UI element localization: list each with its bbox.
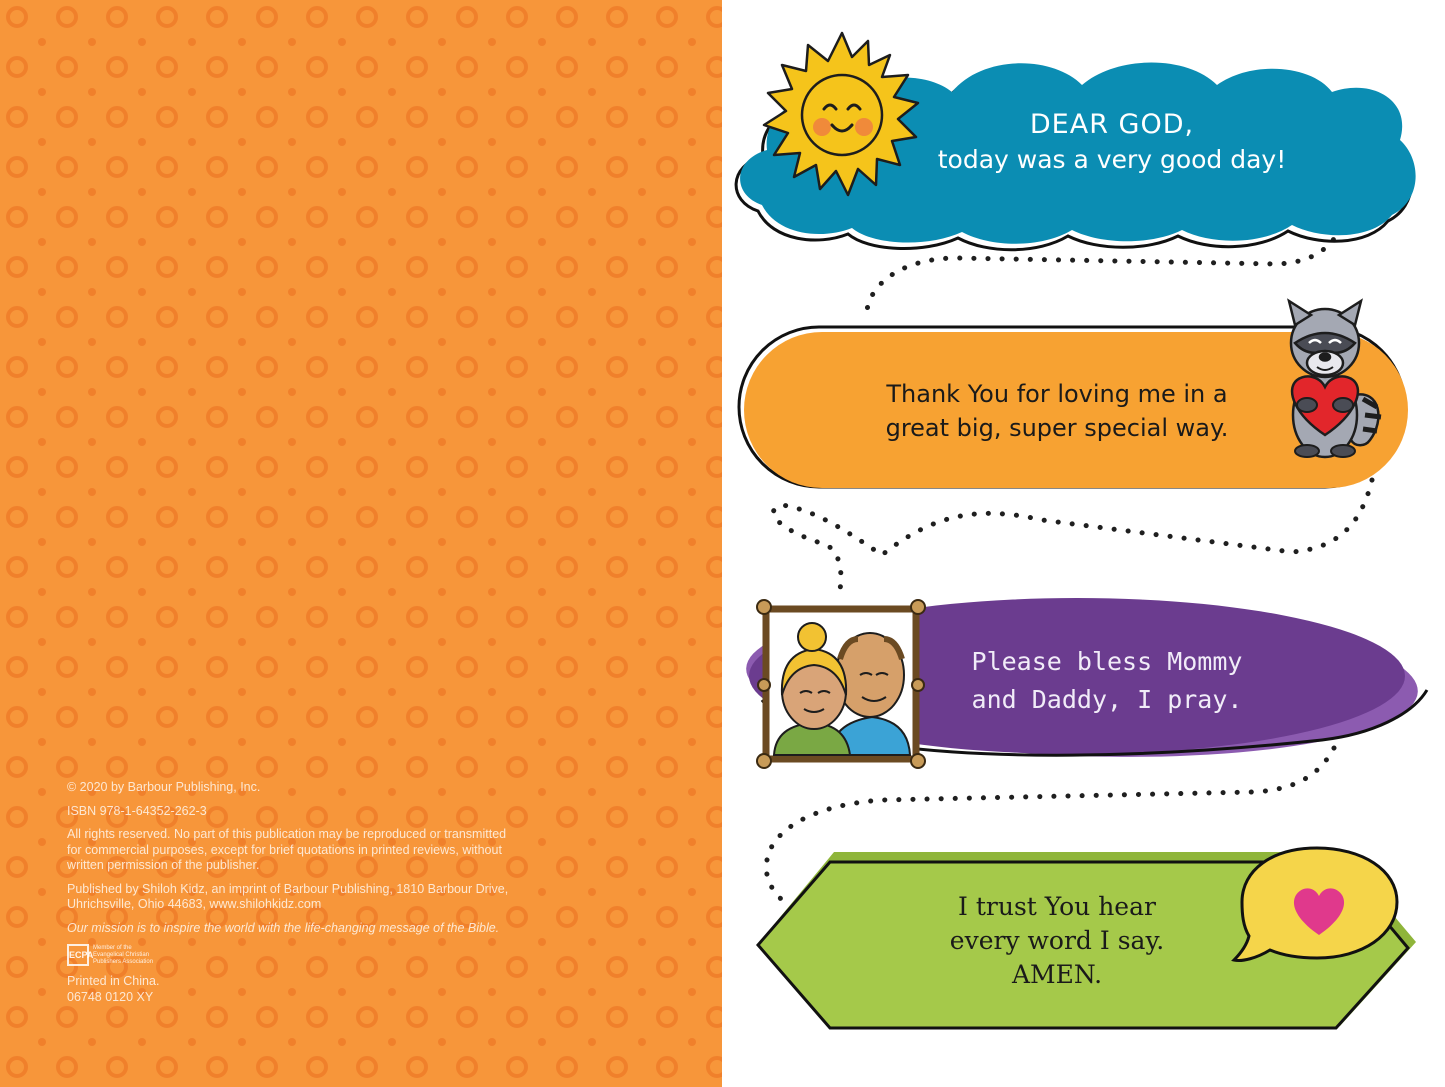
ecpa-badge <box>67 944 517 966</box>
prayer-text-2 <box>862 377 1252 445</box>
prayer-line-bless: Please bless Mommy <box>971 647 1243 676</box>
prayer-line-good-day: today was a very good day! <box>937 145 1287 174</box>
copyright-imprint <box>67 780 517 1013</box>
prayer-line-special-way: great big, super special way. <box>885 414 1229 442</box>
prayer-text-1 <box>917 107 1307 177</box>
product-code: 06748 0120 XY <box>67 989 154 1004</box>
prayer-line-trust: I trust You hear <box>958 892 1156 921</box>
copyright-line: © 2020 by Barbour Publishing, Inc. <box>67 780 261 794</box>
speech-bubble-heart-icon <box>1234 848 1397 961</box>
isbn-line: ISBN 978-1-64352-262-3 <box>67 803 207 818</box>
prayer-text-3 <box>942 643 1272 719</box>
prayer-line-pray: and Daddy, I pray. <box>971 685 1243 714</box>
prayer-text-4 <box>907 890 1207 992</box>
mission-statement: Our mission is to inspire the world with the life-changing message of the Bible. <box>67 920 500 935</box>
rights-statement: All rights reserved. No part of this publication may be reproduced or transmitted for commercial purposes, except for brief quotations in printed reviews, without written permission of the publisher. <box>67 827 507 872</box>
ecpa-logo-icon: ECPA <box>67 944 89 966</box>
family-portrait-icon <box>757 600 925 768</box>
prayer-line-loving: Thank You for loving me in a <box>886 380 1228 408</box>
back-cover-page <box>0 0 722 1087</box>
printed-in-line: Printed in China. <box>67 974 160 988</box>
publisher-statement: Published by Shiloh Kidz, an imprint of Barbour Publishing, 1810 Barbour Drive, Uhrichsville, Ohio 44683, www.shilohkidz.com <box>67 881 509 911</box>
prayer-page <box>722 0 1445 1087</box>
ecpa-member-text: Member of the Evangelical Christian Publishers Association <box>93 944 154 965</box>
prayer-greeting: DEAR GOD, <box>1029 109 1195 140</box>
dotted-path-connectors <box>766 215 1372 900</box>
prayer-amen: AMEN. <box>1011 960 1103 989</box>
prayer-line-every-word: every word I say. <box>949 926 1165 955</box>
